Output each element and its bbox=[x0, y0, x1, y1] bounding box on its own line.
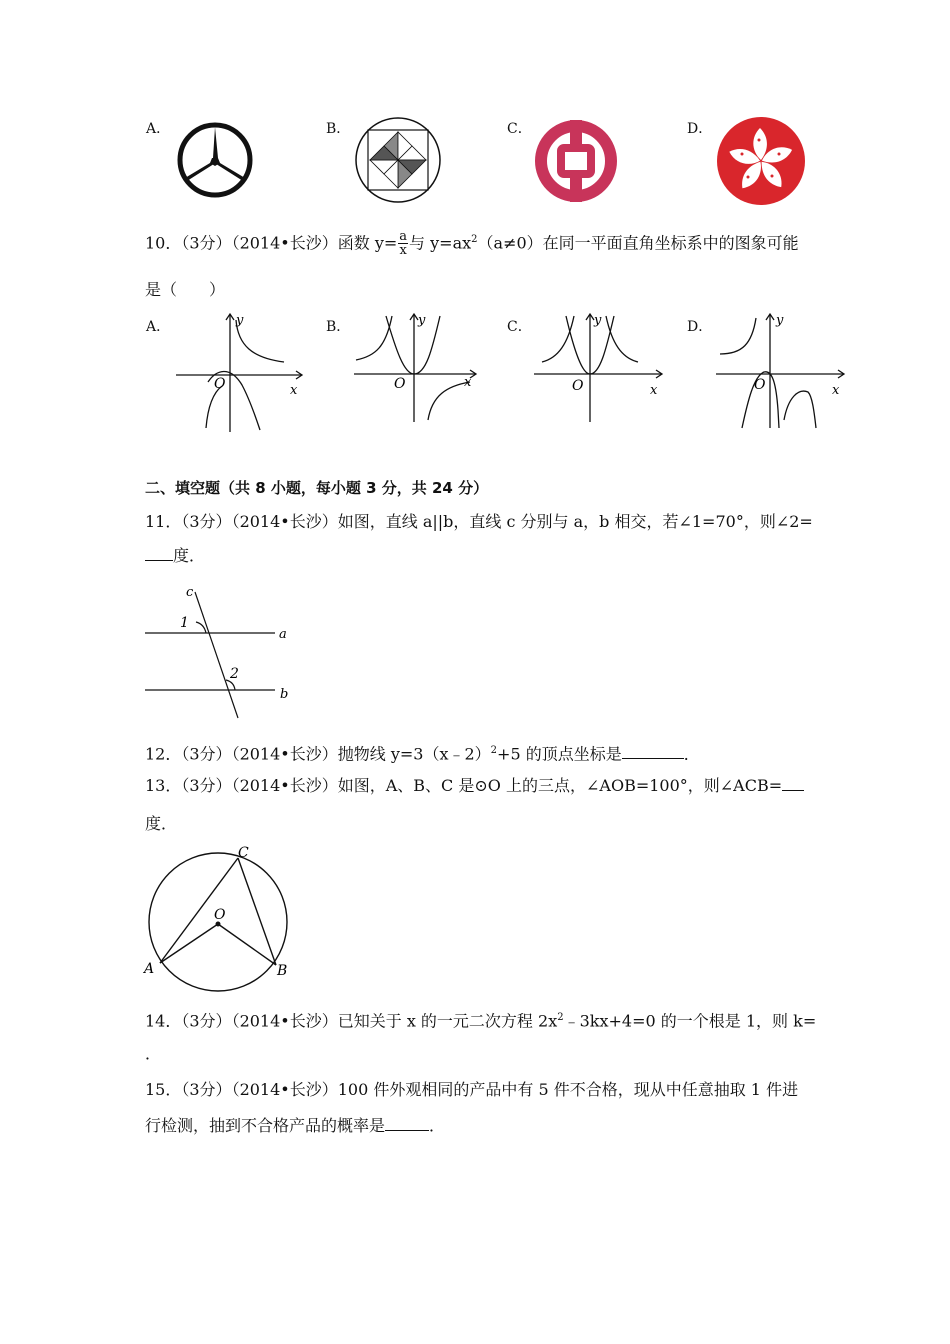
q14-text-b: ﹣3kx+4=0 的一个根是 1，则 k= bbox=[563, 1011, 817, 1031]
graph-c-origin: O bbox=[572, 378, 584, 394]
q10-stem-2: 是（ ） bbox=[145, 280, 226, 299]
fraction-a-over-x bbox=[398, 230, 408, 257]
q9-option-d-label: D． bbox=[687, 121, 713, 137]
graph-b-y-label: y bbox=[418, 313, 426, 328]
q10-option-a-label: A． bbox=[146, 319, 171, 335]
graph-d-x-label: x bbox=[832, 383, 840, 398]
q10-number: 10． bbox=[145, 233, 182, 253]
q13-label-c: C bbox=[238, 845, 249, 861]
q13-answer-blank[interactable] bbox=[782, 776, 804, 791]
fraction-numerator: a bbox=[399, 229, 408, 245]
q14-stem bbox=[145, 1008, 816, 1031]
bauhinia-logo bbox=[716, 116, 806, 206]
q10-option-b-label: B． bbox=[326, 319, 351, 335]
q11-text: 如图，直线 a||b，直线 c 分别与 a，b 相交，若∠1=70°，则∠2= bbox=[337, 512, 813, 531]
q11-figure bbox=[140, 580, 300, 722]
q10-graph-b bbox=[352, 310, 492, 435]
q11-number: 11． bbox=[145, 512, 182, 531]
fraction-denominator: x bbox=[399, 243, 407, 259]
q10-text-b: 与 y=ax bbox=[409, 233, 472, 253]
q14-text-a: 已知关于 x 的一元二次方程 2x bbox=[337, 1011, 558, 1031]
q12-end: ． bbox=[683, 744, 700, 764]
q15-score: （3分） bbox=[181, 1080, 232, 1099]
q10-graph-d bbox=[712, 310, 852, 435]
q10-text-a: 函数 y= bbox=[337, 233, 398, 253]
pinwheel-logo bbox=[354, 116, 442, 204]
graph-a-y-label: y bbox=[236, 313, 244, 328]
q11-score: （3分） bbox=[181, 512, 232, 531]
q13-label-b: B bbox=[277, 963, 288, 979]
q12-answer-blank[interactable] bbox=[622, 744, 684, 759]
q15-stem-2 bbox=[145, 1116, 445, 1136]
graph-a-origin: O bbox=[214, 376, 226, 392]
q15-source: （2014•长沙） bbox=[231, 1080, 338, 1099]
q10-option-d-label: D． bbox=[687, 319, 713, 335]
q12-number: 12． bbox=[145, 744, 182, 764]
q13-label-o: O bbox=[214, 907, 226, 923]
q12-score: （3分） bbox=[181, 744, 232, 764]
graph-b-origin: O bbox=[394, 376, 406, 392]
q13-figure bbox=[140, 842, 300, 992]
q10-source: （2014•长沙） bbox=[231, 233, 338, 253]
q14-score: （3分） bbox=[181, 1011, 232, 1031]
q9-option-b-label: B． bbox=[326, 121, 351, 137]
graph-c-x-label: x bbox=[650, 383, 658, 398]
q15-number: 15． bbox=[145, 1080, 182, 1099]
q14-stem-2: ． bbox=[145, 1044, 162, 1063]
q13-stem-2: 度． bbox=[145, 814, 178, 833]
q12-sup: 2 bbox=[490, 745, 498, 756]
graph-b-x-label: x bbox=[464, 375, 472, 390]
q10-sup: 2 bbox=[471, 234, 478, 245]
mercedes-star-logo bbox=[175, 120, 255, 200]
graph-d-origin: O bbox=[754, 377, 766, 393]
q11-stem-2 bbox=[145, 546, 205, 566]
q12-text-b: +5 的顶点坐标是 bbox=[497, 744, 622, 764]
q13-text: 如图，A、B、C 是⊙O 上的三点，∠AOB=100°，则∠ACB= bbox=[337, 776, 783, 795]
q12-source: （2014•长沙） bbox=[231, 744, 338, 764]
q15-end: ． bbox=[429, 1116, 446, 1135]
q11-label-a: a bbox=[279, 627, 287, 642]
q10-score: （3分） bbox=[181, 233, 232, 253]
q11-label-2: 2 bbox=[230, 666, 239, 682]
q13-number: 13． bbox=[145, 776, 182, 795]
bank-of-china-logo bbox=[533, 118, 619, 204]
q11-label-1: 1 bbox=[180, 615, 189, 631]
q13-source: （2014•长沙） bbox=[231, 776, 338, 795]
q10-option-c-label: C． bbox=[507, 319, 532, 335]
q13-label-a: A bbox=[144, 961, 155, 977]
q10-graph-a bbox=[172, 310, 312, 435]
q10-text-c: （a≠0）在同一平面直角坐标系中的图象可能 bbox=[477, 233, 799, 253]
section-2-title: 二、填空题（共 8 小题，每小题 3 分，共 24 分） bbox=[145, 479, 489, 497]
q11-text2: 度． bbox=[173, 546, 206, 565]
q15-text2: 行检测，抽到不合格产品的概率是 bbox=[145, 1116, 386, 1135]
q10-graph-c bbox=[532, 310, 672, 435]
q11-label-b: b bbox=[280, 687, 289, 702]
graph-a-x-label: x bbox=[290, 383, 298, 398]
q14-sup: 2 bbox=[557, 1012, 564, 1023]
q15-stem bbox=[145, 1080, 798, 1100]
q14-source: （2014•长沙） bbox=[231, 1011, 338, 1031]
q14-number: 14． bbox=[145, 1011, 182, 1031]
q11-source: （2014•长沙） bbox=[231, 512, 338, 531]
q12-stem bbox=[145, 741, 700, 764]
q15-text: 100 件外观相同的产品中有 5 件不合格，现从中任意抽取 1 件进 bbox=[337, 1080, 799, 1099]
q9-option-a-label: A． bbox=[146, 121, 171, 137]
graph-d-y-label: y bbox=[776, 313, 784, 328]
q13-stem bbox=[145, 776, 804, 796]
q12-text-a: 抛物线 y=3（x﹣2） bbox=[337, 744, 491, 764]
q11-stem bbox=[145, 512, 813, 532]
q13-score: （3分） bbox=[181, 776, 232, 795]
q9-option-c-label: C． bbox=[507, 121, 532, 137]
q15-answer-blank[interactable] bbox=[385, 1116, 429, 1131]
q11-label-c: c bbox=[186, 585, 194, 600]
graph-c-y-label: y bbox=[594, 313, 602, 328]
q11-answer-blank[interactable] bbox=[145, 546, 173, 561]
q10-stem bbox=[145, 230, 799, 257]
